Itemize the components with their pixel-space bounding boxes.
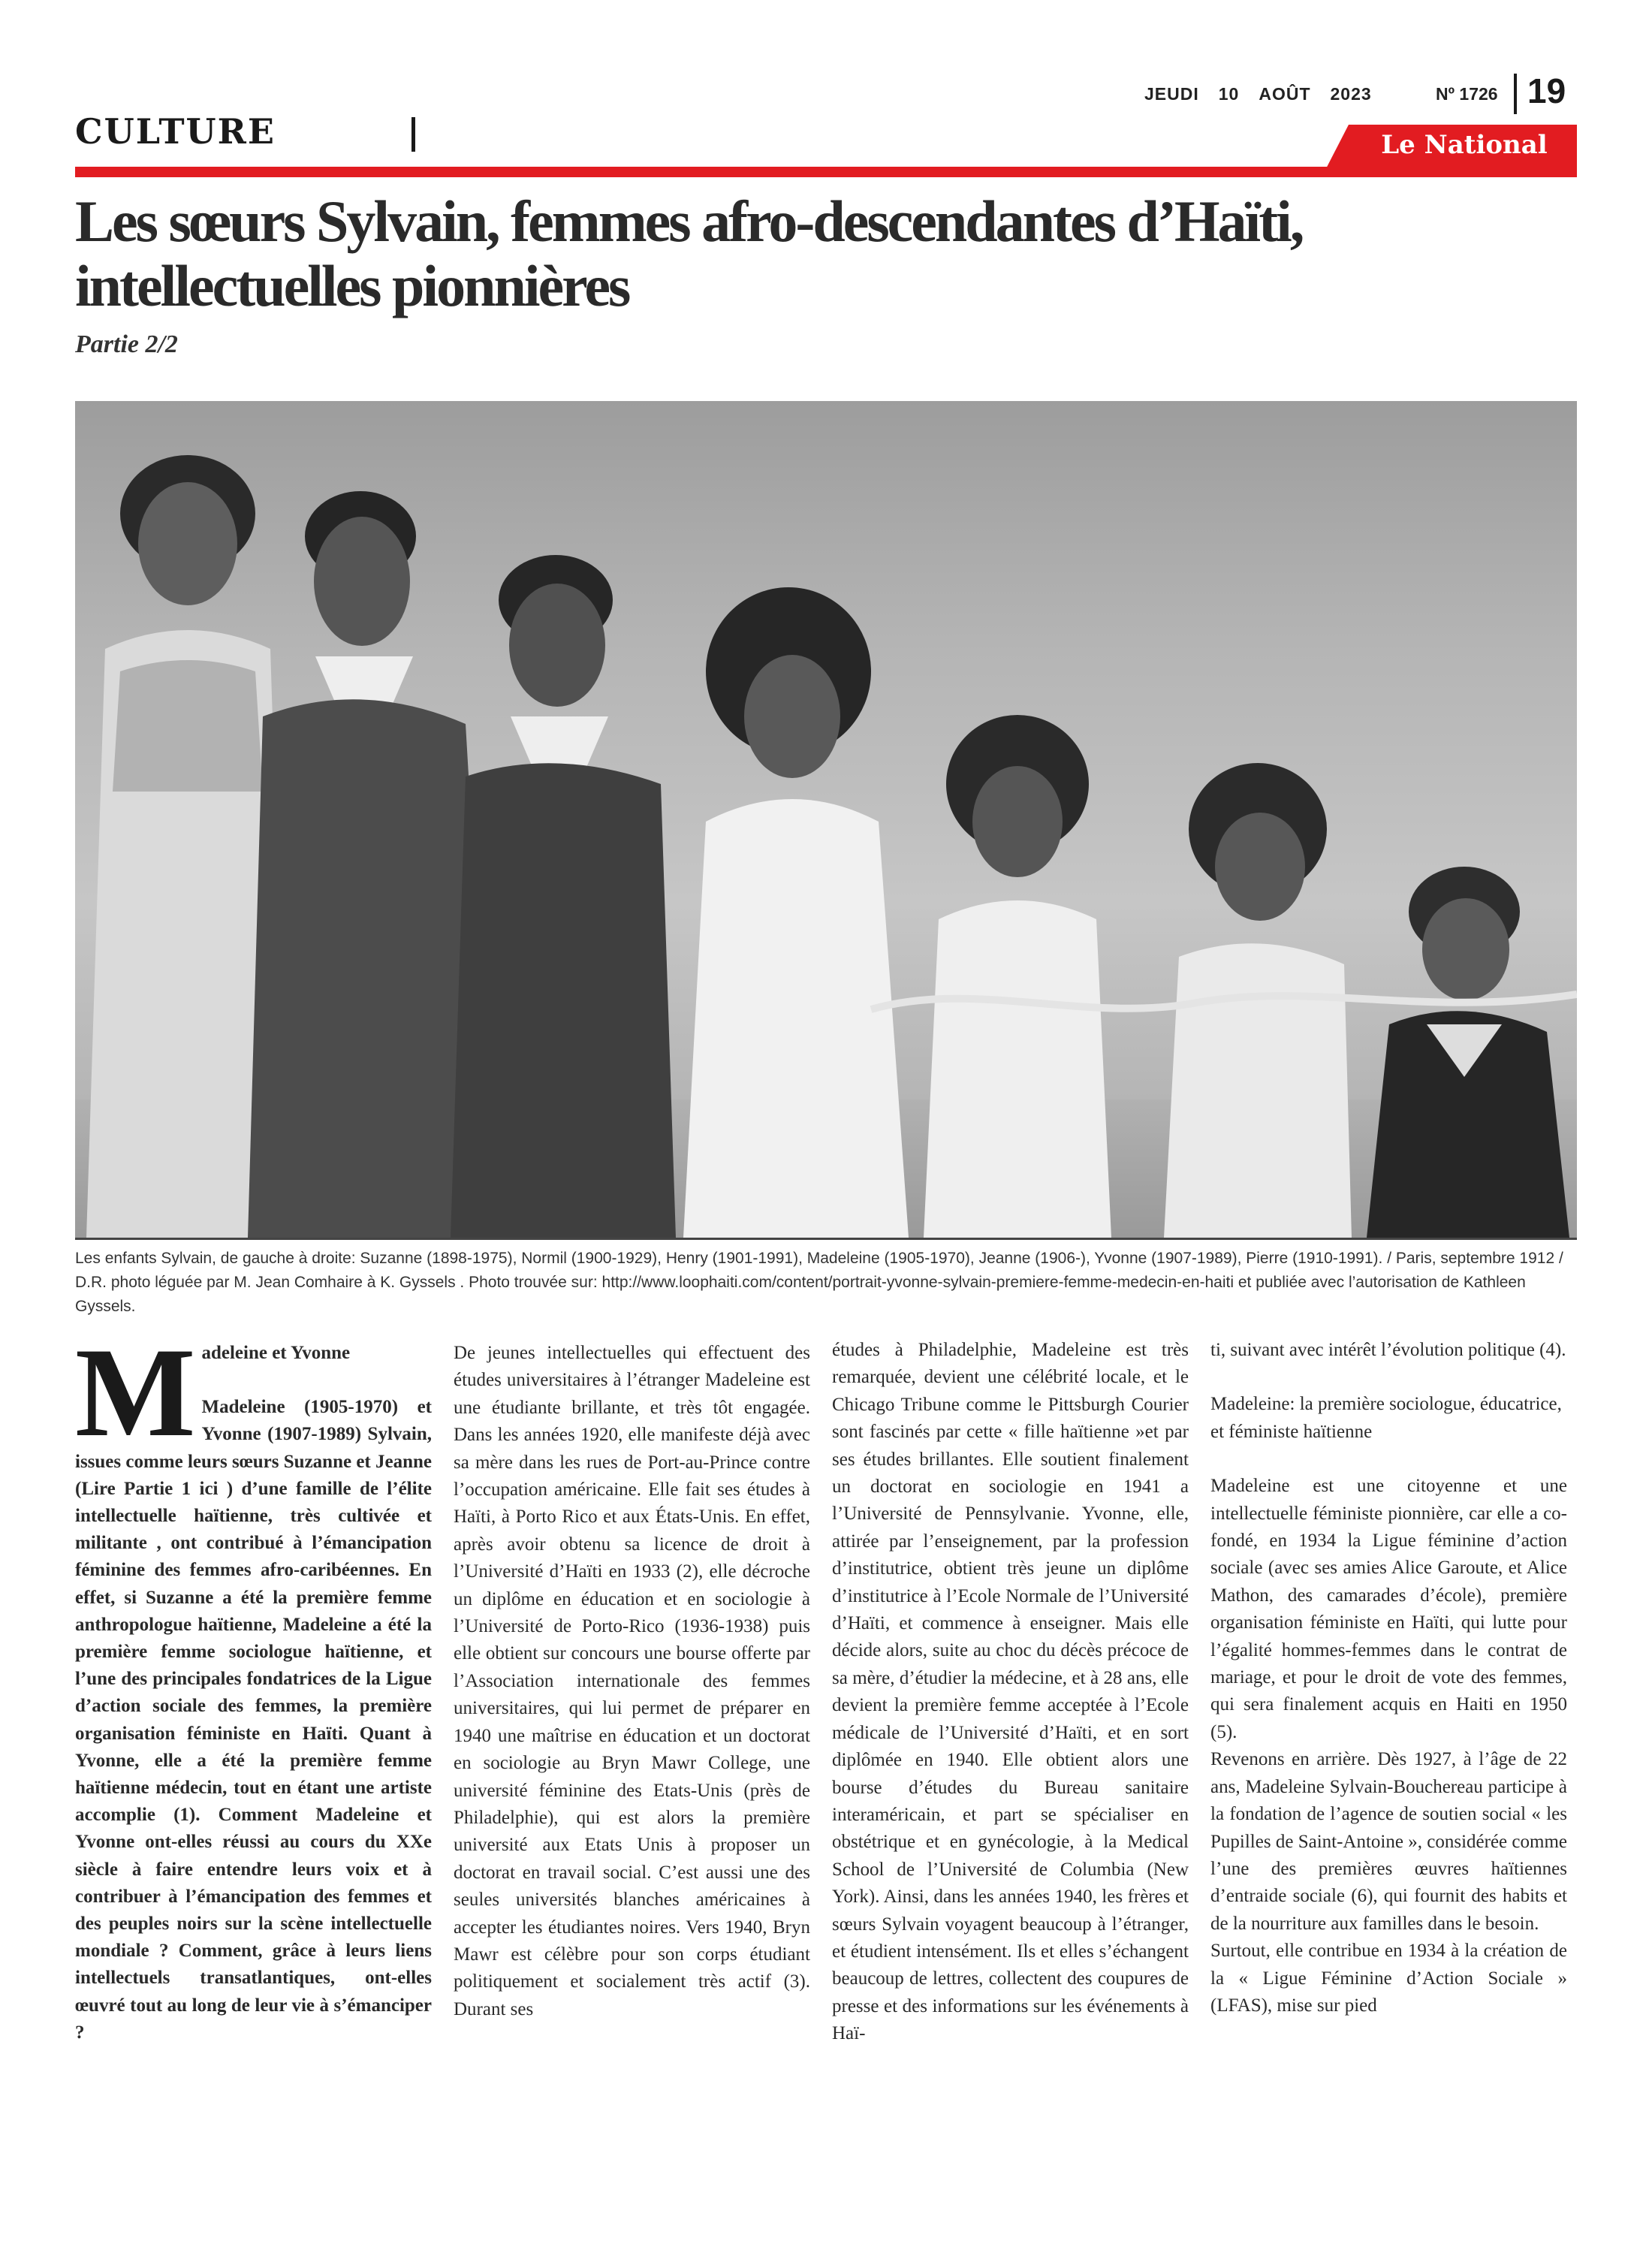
dateline: [1144, 84, 1391, 104]
headline-line-1: Les sœurs Sylvain, femmes afro-descendantes d’Haïti,: [75, 189, 1303, 254]
photo-caption: Les enfants Sylvain, de gauche à droite: Suzanne (1898-1975), Normil (1900-1929), Henry (1901-1991), Madeleine (1905-1970), Jeanne (1906-), Yvonne (1907-1989), Pierre (1910-1991). / Paris, septembre 1912 / D.R. photo léguée par M. Jean Comhaire à K. Gyssels . Photo trouvée sur: http://www.loophaiti.com/content/portrait-yvonne-sylvain-premiere-femme-medecin-en-haiti et publiée avec l’autorisation de Kathleen Gyssels.: [75, 1250, 1563, 1315]
subtitle: Partie 2/2: [75, 330, 178, 358]
article-column-2: [454, 1340, 810, 2023]
column-4-paragraph-2: Madeleine est une citoyenne et une intellectuelle féministe pionnière, car elle a co-fondé, en 1934 la Ligue féminine d’action sociale (avec ses amies Alice Garoute, et Alice Mathon, des camarades d’école), première organisation féministe en Haïti, qui lutte pour l’égalité hommes-femmes dans le contrat de mariage, et pour le droit de vote des femmes, qui sera finalement acquis en Haiti en 1950 (5).: [1210, 1476, 1567, 1742]
drop-cap: M: [75, 1322, 196, 1463]
subheading-madeleine: Madeleine: la première sociologue, éducatrice, et féministe haïtienne: [1210, 1394, 1562, 1442]
date-day: JEUDI: [1144, 84, 1199, 104]
column-3-text: études à Philadelphie, Madeleine est très remarquée, devient une célébrité locale, et le Chicago Tribune comme le Pittsburgh Courier sont fascinés par cette « fille haïtienne »et par ses études brillantes. Elle soutient finalement un doctorat en sociologie en 1941 a l’Université de Pennsylvanie. Yvonne, elle, attirée par l’enseignement, par la profession d’institutrice, obtient très jeune un diplôme d’institutrice à l’Ecole Normale de l’Université d’Haïti, et commence à enseigner. Mais elle décide alors, suite au choc du décès précoce de sa mère, d’étudier la médecine, et à 28 ans, elle devient la première femme acceptée à l’Ecole médicale de l’Université d’Haïti, et en sort diplômée en 1940. Elle obtient alors une bourse d’études du Bureau sanitaire interaméricain, et part se spécialiser en obstétrique et en gynécologie, à la Medical School de l’Université de Columbia (New York). Ainsi, dans les années 1940, les frères et sœurs Sylvain voyagent beaucoup à l’étranger, et étudient intensément. Ils et elles s’échangent beaucoup de lettres, collectent des coupures de presse et des informations sur les événements à Haï-: [832, 1340, 1189, 2044]
article-column-1: [75, 1322, 432, 2046]
date-year: 2023: [1330, 84, 1372, 104]
page-number-divider: [1514, 74, 1517, 114]
issue-number: Nº 1726: [1436, 84, 1498, 104]
child-figure-madeleine: [683, 587, 909, 1238]
child-figure-henry: [451, 555, 676, 1238]
intro-heading: adeleine et Yvonne: [201, 1343, 351, 1363]
child-figure-pierre: [1367, 867, 1569, 1238]
article-column-3: [832, 1337, 1189, 2048]
brand-logo-text: Le National: [1381, 130, 1548, 160]
lead-paragraph: [75, 1322, 432, 1463]
article-column-4: [1210, 1337, 1567, 2019]
column-4-paragraph-1: ti, suivant avec intérêt l’évolution politique (4).: [1210, 1340, 1566, 1360]
lead-text: Madeleine (1905-1970) et Yvonne (1907-1989) Sylvain, issues comme leurs sœurs Suzanne et Jeanne (Lire Partie 1 ici ) d’une famille de l’élite intellectuelle haïtienne, très cultivée et militante , ont contribué à l’émancipation féminine des femmes afro-caribéennes. En effet, si Suzanne a été la première femme anthropologue haïtienne, Madeleine a été la première femme sociologue haïtienne, et l’une des principales fondatrices de la Ligue d’action sociale des femmes, la première organisation féministe en Haïti. Quant à Yvonne, elle a été la première femme haïtienne médecin, tout en étant une artiste accomplie (1). Comment Madeleine et Yvonne ont-elles réussi au cours du XXe siècle à faire entendre leurs voix et à contribuer à l’émancipation des femmes et des peuples noirs sur la scène intellectuelle mondiale ? Comment, grâce à leurs liens intellectuels transatlantiques, ont-elles œuvré tout au long de leur vie à s’émanciper ?: [75, 1397, 432, 2043]
column-2-text: De jeunes intellectuelles qui effectuent des études universitaires à l’étranger Madeleine est une étudiante brillante, et très tôt engagée. Dans les années 1920, elle manifeste déjà avec sa mère dans les rues de Port-au-Prince contre l’occupation américaine. Elle fait ses études à Haïti, à Porto Rico et aux États-Unis. En effet, après avoir obtenu sa licence de droit à l’Université d’Haïti en 1933 (2), elle décroche un diplôme en éducation et en sociologie à l’Université de Porto-Rico (1936-1938) puis elle obtient sur concours une bourse offerte par l’Association internationale des femmes universitaires, qui lui permet de préparer en 1940 une maîtrise en éducation et un doctorat en sociologie au Bryn Mawr College, une université féminine des Etats-Unis (près de Philadelphie), qui est alors la première université aux Etats Unis à proposer un doctorat en travail social. C’est aussi une des seules universités blanches américaines à accepter les étudiantes noires. Vers 1940, Bryn Mawr est célèbre pour son corps étudiant politiquement et socialement très actif (3). Durant ses: [454, 1343, 810, 2019]
section-divider: [411, 117, 415, 152]
column-4-paragraph-3: Revenons en arrière. Dès 1927, à l’âge de 22 ans, Madeleine Sylvain-Bouchereau participe à la fondation de l’agence de soutien social « les Pupilles de Saint-Antoine », considérée comme l’une des premières œuvres haïtiennes d’entraide sociale (6), qui fournit des habits et de la nourriture aux familles dans le besoin.: [1210, 1749, 1567, 1934]
column-4-paragraph-4: Surtout, elle contribue en 1934 à la création de la « Ligue Féminine d’Action Sociale » (LFAS), mise sur pied: [1210, 1941, 1567, 2016]
page-number: 19: [1527, 71, 1566, 110]
headline-line-2: intellectuelles pionnières: [75, 253, 629, 318]
historical-photo: [75, 401, 1577, 1238]
child-figure-jeanne: [924, 715, 1111, 1238]
photo-illustration: [75, 401, 1577, 1238]
section-label: CULTURE: [75, 111, 276, 152]
header-rule: [75, 167, 1577, 177]
date-num: 10: [1218, 84, 1240, 104]
date-month: AOÛT: [1259, 84, 1311, 104]
photo-rule: [75, 1238, 1577, 1240]
headline: [75, 189, 1577, 318]
